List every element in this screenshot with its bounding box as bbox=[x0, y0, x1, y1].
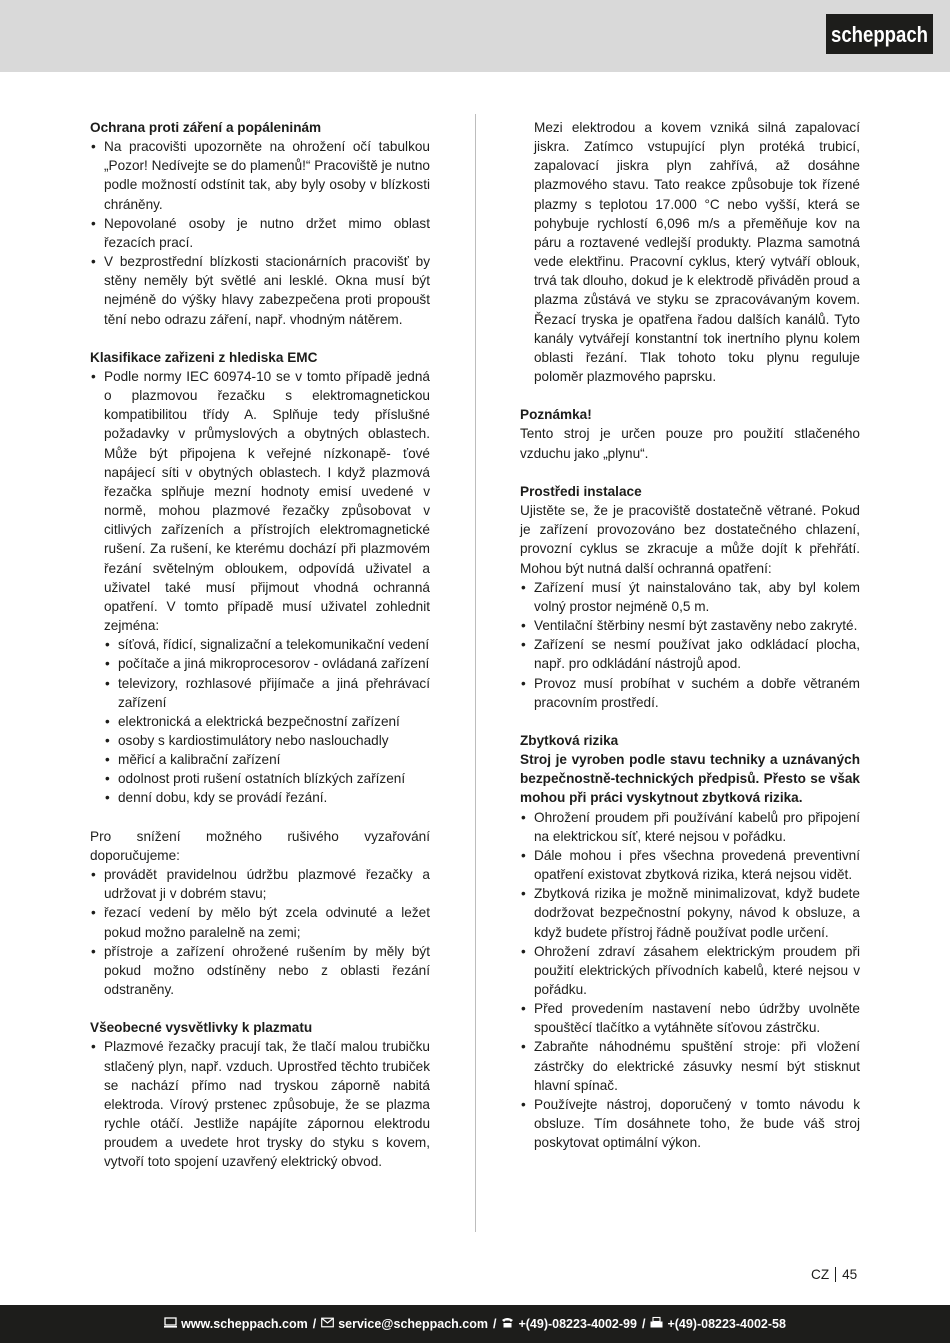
separator: / bbox=[641, 1317, 646, 1331]
section-heading-plasma: Všeobecné vysvětlivky k plazmatu bbox=[90, 1020, 313, 1036]
radiation-list bbox=[90, 137, 430, 329]
separator: / bbox=[492, 1317, 497, 1331]
phone-icon bbox=[501, 1317, 514, 1331]
sub-list-item: • denní dobu, kdy se provádí řezání. bbox=[104, 788, 430, 807]
page-number-value: 45 bbox=[842, 1267, 858, 1282]
emc-main-text: Podle normy IEC 60974-10 se v tomto případě jedná o plazmovou řezačku s elektromagnetickou kompatibilitou třídy A. Splňuje tedy příslušné požadavky v průmyslových a obytných oblastech. Může být připojena k veřejné nízkonapě- ťové napájecí síti v obytných oblastech. I když plazmová řezačka splňuje mezní hodnoty emisí uvedené v normě, mohou plazmové řezačky způsobovat v citlivých zařízeních a přístrojích elektromagnetické rušení. Za rušení, ke kterému dochází při plazmovém řezání světelným obloukem, odpovídá uživatel a uživatel také musí přijmout vhodná ochranná opatření. V tomto případě musí uživatel zohlednit zejména: bbox=[104, 369, 430, 634]
environment-list bbox=[520, 578, 860, 712]
footer-contact-bar bbox=[0, 1305, 950, 1343]
residual-risks-bold-text: Stroj je vyroben podle stavu techniky a uznávaných bezpečnostně-technických předpisů. Přesto se však mohou při práci vyskytnout zbytková rizika. bbox=[520, 752, 860, 806]
emc-sublist bbox=[104, 635, 430, 807]
list-item: • Zařízení musí ýt nainstalováno tak, aby byl kolem volný prostor nejméně 0,5 m. bbox=[520, 578, 860, 616]
list-item: • Na pracovišti upozorněte na ohrožení očí tabulkou „Pozor! Nedívejte se do plamenů!“ Pracoviště je nutno podle možností odstínit tak, aby byly osoby v blízkosti chráněny. bbox=[90, 137, 430, 214]
right-column bbox=[520, 118, 860, 1152]
list-item: • Ohrožení zdraví zásahem elektrickým proudem při použití elektrických přívodních kabelů, které nejsou v pořádku. bbox=[520, 942, 860, 999]
list-item: • Ventilační štěrbiny nesmí být zastavěny nebo zakryté. bbox=[520, 616, 860, 635]
list-item: • přístroje a zařízení ohrožené rušením by měly být pokud možno odstíněny nebo z oblasti řezání odstraněny. bbox=[90, 942, 430, 999]
sub-list-item: • elektronická a elektrická bezpečnostní zařízení bbox=[104, 712, 430, 731]
plasma-continuation: Mezi elektrodou a kovem vzniká silná zapalovací jiskra. Zatímco vstupující plyn protéká trubicí, zapalovací jiskra plyn zahřívá, až dosáhne plazmového stavu. Tato reakce způsobuje tok řízené plazmy s teplotou 17.000 °C nebo vyšší, která se pohybuje rychlostí 6,096 m/s a přeměňuje kov na páru a roztavené vedlejší produkty. Plazma samotná vede elektřinu. Pracovní cyklus, který vytváří oblouk, trvá tak dlouho, dokud je k elektrodě přiváděn proud a plazma zůstává ve styku se zpracovávaným kovem. Řezací tryska je opatřena řadou dalších kanálů. Tyto kanály vytvářejí konstantní tok inertního plynu kolem oblasti řezání. Tlak tohoto toku plynu reguluje poloměr plazmového paprsku. bbox=[534, 120, 860, 385]
list-item: • řezací vedení by mělo být zcela odvinuté a ležet pokud možno paralelně na zemi; bbox=[90, 903, 430, 941]
list-item: • Před provedením nastavení nebo údržby uvolněte spouštěcí tlačítko a vytáhněte síťovou zástrčku. bbox=[520, 999, 860, 1037]
list-item: • V bezprostřední blízkosti stacionárních pracovišť by stěny neměly být světlé ani lesklé. Okna musí být nejméně do výšky hlavy zabezpečena proti propoušt tění nebo odrazu záření, např. vhodným nátěrem. bbox=[90, 252, 430, 329]
list-item: • Zabraňte náhodnému spuštění stroje: při vložení zástrčky do elektrické zásuvky nesmí být stisknut hlavní spínač. bbox=[520, 1037, 860, 1094]
header-band bbox=[0, 0, 950, 72]
list-item: • Provoz musí probíhat v suchém a dobře větraném pracovním prostředí. bbox=[520, 674, 860, 712]
website-link[interactable]: www.scheppach.com bbox=[181, 1317, 308, 1331]
section-heading-radiation: Ochrana proti záření a popáleninám bbox=[90, 120, 322, 135]
section-heading-emc: Klasifikace zařizeni z hlediska EMC bbox=[90, 349, 318, 365]
page-number-separator bbox=[835, 1267, 836, 1282]
list-item: • Ohrožení proudem při používání kabelů pro připojení na elektrickou síť, které nejsou v pořádku. bbox=[520, 808, 860, 846]
list-item: • provádět pravidelnou údržbu plazmové řezačky a udržovat ji v dobrém stavu; bbox=[90, 865, 430, 903]
separator: / bbox=[312, 1317, 317, 1331]
residual-risks-list bbox=[520, 808, 860, 1153]
sub-list-item: • počítače a jiná mikroprocesorov - ovládaná zařízení bbox=[104, 654, 430, 673]
email-icon bbox=[321, 1317, 334, 1331]
list-item: • Plazmové řezačky pracují tak, že tlačí malou trubičku stlačený plyn, např. vzduch. Uprostřed těchto trubiček se nachází přímo nad tryskou záporně nabitá elektroda. Vírový prstenec způsobuje, že se plazma rychle otáčí. Jestliže napájíte zápornou elektrodu proudem a uvedete hrot trysky do styku s kovem, vytvoří toto spojení uzavřený elektrický obvod. bbox=[90, 1037, 430, 1171]
sub-list-item: • osoby s kardiostimulátory nebo naslouchadly bbox=[104, 731, 430, 750]
sub-list-item: • odolnost proti rušení ostatních blízkých zařízení bbox=[104, 769, 430, 788]
page-number bbox=[811, 1265, 857, 1284]
list-item bbox=[90, 367, 430, 808]
phone-number: +(49)-08223-4002-99 bbox=[518, 1317, 637, 1331]
fax-icon bbox=[650, 1317, 663, 1331]
email-link[interactable]: service@scheppach.com bbox=[338, 1317, 488, 1331]
list-item: • Dále mohou i přes všechna provedená preventivní opatření existovat zbytková rizika, která nejsou vidět. bbox=[520, 846, 860, 884]
sub-list-item: • měřicí a kalibrační zařízení bbox=[104, 750, 430, 769]
section-heading-residual-risks: Zbytková rizika bbox=[520, 732, 619, 748]
left-column bbox=[90, 118, 430, 1172]
section-heading-environment: Prostředi instalace bbox=[520, 483, 642, 499]
emc-list bbox=[90, 367, 430, 808]
interference-list bbox=[90, 865, 430, 999]
interference-intro: Pro snížení možného rušivého vyzařování doporučujeme: bbox=[90, 828, 430, 863]
sub-list-item: • televizory, rozhlasové přijímače a jiná přehrávací zařízení bbox=[104, 674, 430, 712]
list-item: • Zbytková rizika je možně minimalizovat, když budete dodržovat bezpečnostní pokyny, návod k obsluze, a když budete přístroj řádně používat podle určení. bbox=[520, 884, 860, 941]
list-item: • Nepovolané osoby je nutno držet mimo oblast řezacích prací. bbox=[90, 214, 430, 252]
note-heading: Poznámka! bbox=[520, 407, 592, 423]
environment-text: Ujistěte se, že je pracoviště dostatečně větrané. Pokud je zařízení provozováno bez dostatečného chlazení, provozní cyklus se zkracuje a může dojít k přehřátí. Mohou být nutná další ochranná opatření: bbox=[520, 503, 860, 576]
computer-icon bbox=[164, 1317, 177, 1331]
scheppach-logo bbox=[826, 14, 933, 54]
column-divider bbox=[475, 114, 476, 1232]
list-item: • Zařízení se nesmí používat jako odkládací plocha, např. pro odkládání nástrojů apod. bbox=[520, 635, 860, 673]
plasma-list bbox=[90, 1037, 430, 1171]
list-item: • Používejte nástroj, doporučený v tomto návodu k obsluze. Tím dosáhnete toho, že bude váš stroj poskytovat optimální výkon. bbox=[520, 1095, 860, 1152]
svg-text:scheppach: scheppach bbox=[831, 22, 928, 47]
fax-number: +(49)-08223-4002-58 bbox=[667, 1317, 786, 1331]
language-code: CZ bbox=[811, 1267, 830, 1282]
note-text: Tento stroj je určen pouze pro použití stlačeného vzduchu jako „plynu“. bbox=[520, 426, 860, 461]
sub-list-item: • síťová, řídicí, signalizační a telekomunikační vedení bbox=[104, 635, 430, 654]
